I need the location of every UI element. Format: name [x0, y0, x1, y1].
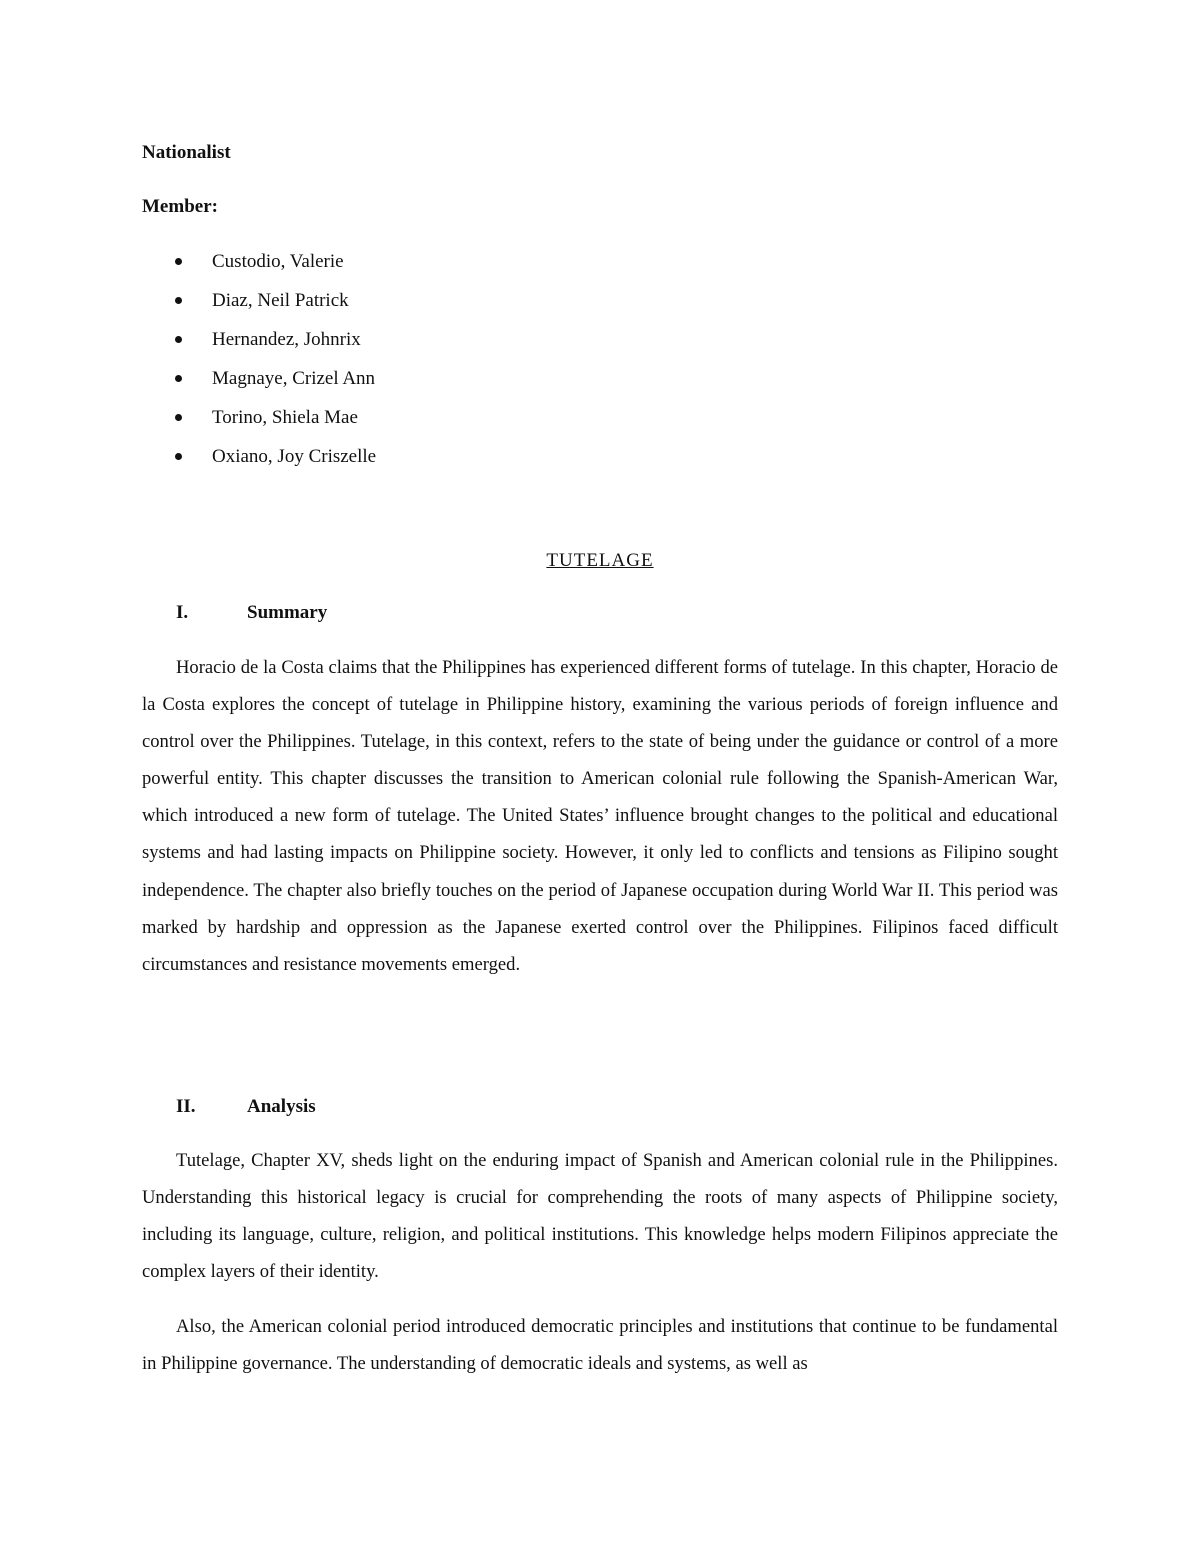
bullet-icon	[175, 414, 182, 421]
bullet-icon	[175, 336, 182, 343]
list-item	[142, 441, 376, 480]
member-name: Oxiano, Joy Criszelle	[212, 446, 377, 467]
section-heading-summary	[176, 602, 327, 624]
member-label: Member:	[142, 196, 218, 217]
member-name: Custodio, Valerie	[212, 251, 344, 272]
bullet-icon	[175, 453, 182, 460]
member-list	[142, 246, 376, 480]
list-item	[142, 402, 376, 441]
section-number: I.	[176, 602, 189, 623]
group-name: Nationalist	[142, 142, 231, 163]
document-title: TUTELAGE	[546, 550, 654, 571]
bullet-icon	[175, 258, 182, 265]
list-item	[142, 285, 376, 324]
bullet-icon	[175, 297, 182, 304]
summary-paragraph: Horacio de la Costa claims that the Philippines has experienced different forms of tutelage. In this chapter, Horacio de la Costa explores the concept of tutelage in Philippine history, examining the various periods of foreign influence and control over the Philippines. Tutelage, in this context, refers to the state of being under the guidance or control of a more powerful entity. This chapter discusses the transition to American colonial rule following the Spanish-American War, which introduced a new form of tutelage. The United States’ influence brought changes to the political and educational systems and had lasting impacts on Philippine society. However, it only led to conflicts and tensions as Filipino sought independence. The chapter also briefly touches on the period of Japanese occupation during World War II. This period was marked by hardship and oppression as the Japanese exerted control over the Philippines. Filipinos faced difficult circumstances and resistance movements emerged.	[142, 657, 1058, 975]
section-number: II.	[176, 1096, 196, 1117]
section-heading-analysis	[176, 1096, 316, 1118]
analysis-paragraph-1: Tutelage, Chapter XV, sheds light on the enduring impact of Spanish and American colonial rule in the Philippines. Understanding this historical legacy is crucial for comprehending the roots of many aspects of Philippine society, including its language, culture, religion, and political institutions. This knowledge helps modern Filipinos appreciate the complex layers of their identity.	[142, 1150, 1058, 1283]
member-name: Magnaye, Crizel Ann	[212, 368, 376, 389]
section-title: Analysis	[247, 1096, 316, 1117]
member-name: Diaz, Neil Patrick	[212, 290, 349, 311]
analysis-paragraph-2: Also, the American colonial period introduced democratic principles and institutions that continue to be fundamental in Philippine governance. The understanding of democratic ideals and systems, as well as	[142, 1316, 1058, 1375]
list-item	[142, 363, 376, 402]
bullet-icon	[175, 375, 182, 382]
member-name: Torino, Shiela Mae	[212, 407, 358, 428]
list-item	[142, 246, 376, 285]
list-item	[142, 324, 376, 363]
member-name: Hernandez, Johnrix	[212, 329, 361, 350]
section-title: Summary	[247, 602, 328, 623]
